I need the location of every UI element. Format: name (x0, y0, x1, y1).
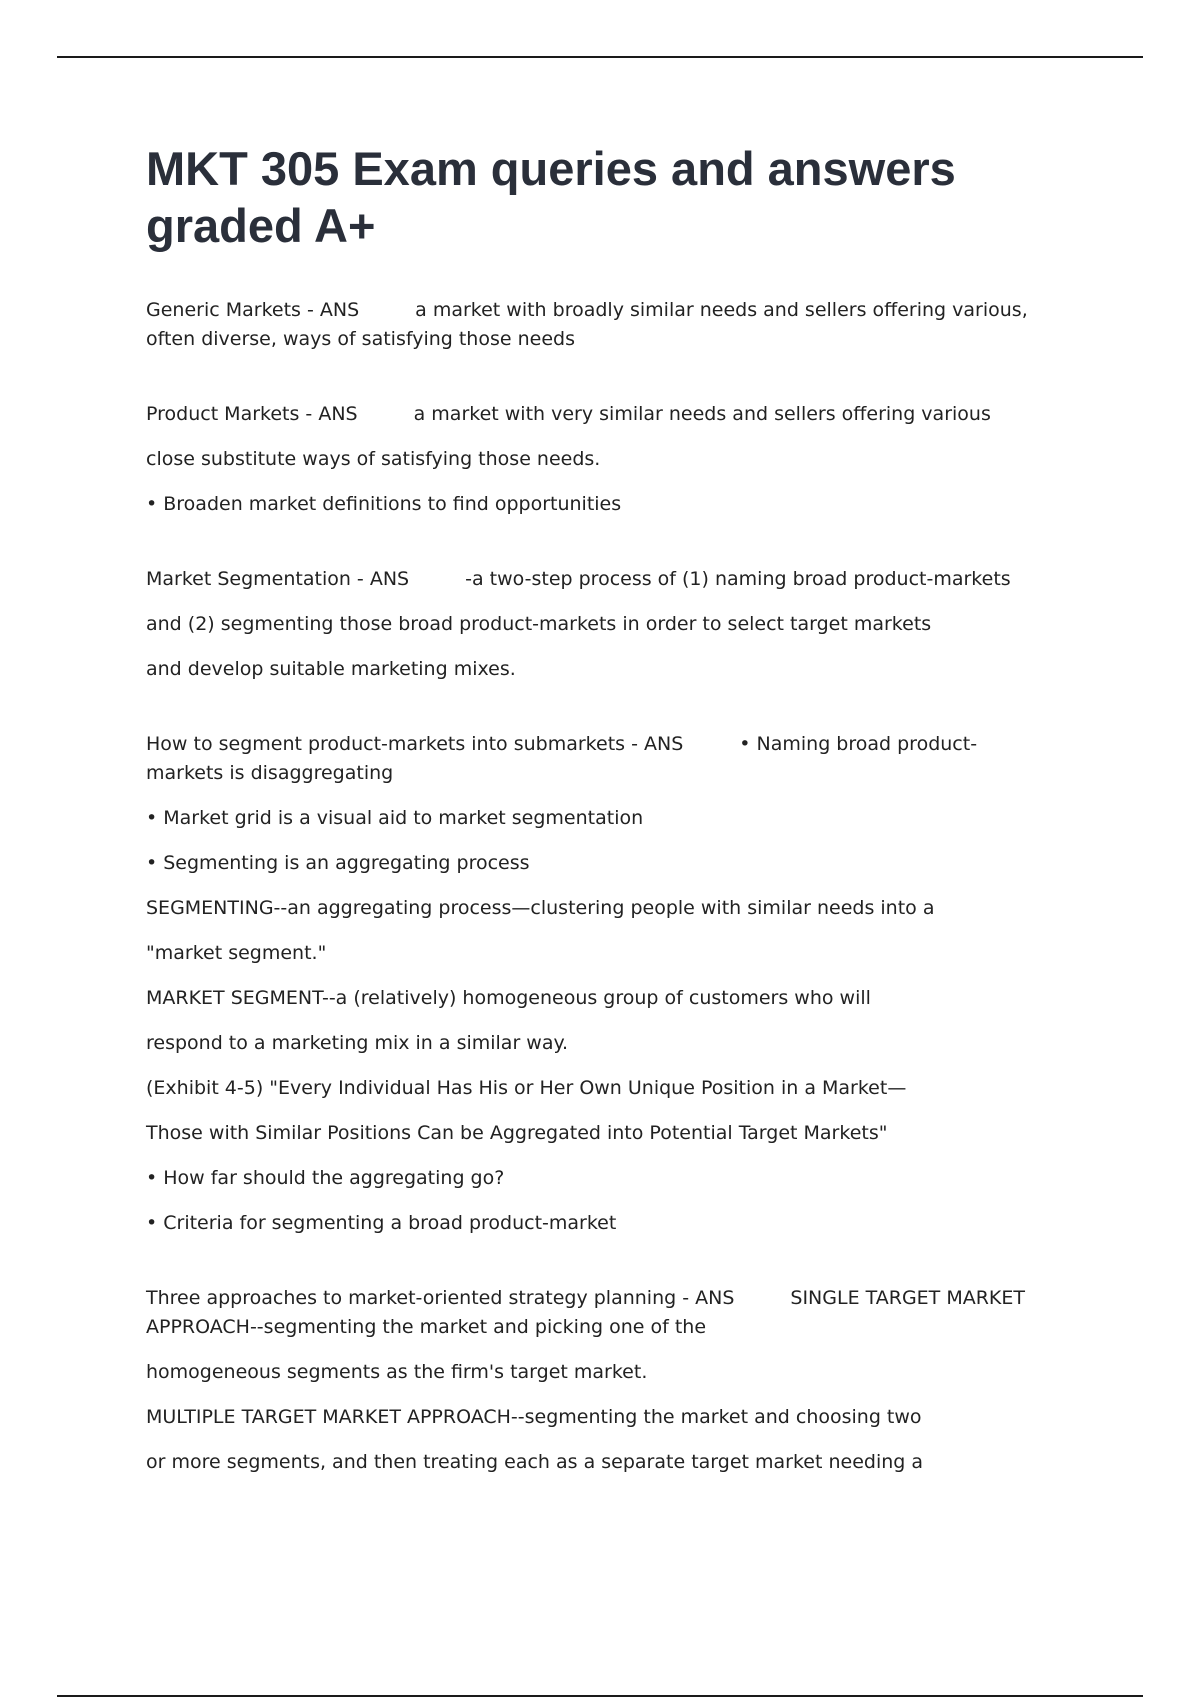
entry-definition: SINGLE TARGET MARKET APPROACH--segmenting the market and picking one of the (146, 1287, 1025, 1338)
entry-line: homogeneous segments as the firm's target market. (146, 1361, 648, 1383)
entry-term: Market Segmentation - ANS (146, 568, 410, 590)
entry-term: How to segment product-markets into submarkets - ANS (146, 733, 684, 755)
document-body (146, 140, 1046, 1523)
entry-first-line (146, 296, 1046, 354)
entry-line: and develop suitable marketing mixes. (146, 658, 516, 680)
entry-line: • How far should the aggregating go? (146, 1167, 505, 1189)
entry-line: Those with Similar Positions Can be Aggregated into Potential Target Markets" (146, 1122, 888, 1144)
entry-line: MULTIPLE TARGET MARKET APPROACH--segmenting the market and choosing two (146, 1406, 922, 1428)
entry-definition: • Naming broad product-markets is disaggregating (146, 733, 978, 784)
entry-definition: a market with very similar needs and sellers offering various (413, 403, 991, 425)
entry-segment-submarkets (146, 730, 1046, 1238)
entry-line: (Exhibit 4-5) "Every Individual Has His or Her Own Unique Position in a Market— (146, 1077, 907, 1099)
entry-list (146, 296, 1046, 1477)
entry-generic-markets (146, 296, 1046, 354)
entry-term: Product Markets - ANS (146, 403, 358, 425)
entry-first-line (146, 400, 1046, 429)
entry-line: • Broaden market definitions to find opportunities (146, 493, 622, 515)
entry-first-line (146, 1284, 1046, 1342)
entry-line: • Market grid is a visual aid to market segmentation (146, 807, 644, 829)
bottom-rule (57, 1695, 1143, 1697)
entry-definition: -a two-step process of (1) naming broad product-markets (465, 568, 1011, 590)
entry-line: close substitute ways of satisfying those needs. (146, 448, 601, 470)
entry-line: and (2) segmenting those broad product-markets in order to select target markets (146, 613, 932, 635)
entry-product-markets (146, 400, 1046, 519)
entry-term: Generic Markets - ANS (146, 299, 360, 321)
entry-first-line (146, 565, 1046, 594)
entry-three-approaches (146, 1284, 1046, 1477)
entry-line: SEGMENTING--an aggregating process—clustering people with similar needs into a (146, 897, 935, 919)
entry-line: MARKET SEGMENT--a (relatively) homogeneous group of customers who will (146, 987, 871, 1009)
entry-line: or more segments, and then treating each as a separate target market needing a (146, 1451, 924, 1473)
entry-market-segmentation (146, 565, 1046, 684)
document-title: MKT 305 Exam queries and answers graded A+ (146, 142, 956, 252)
entry-line: • Segmenting is an aggregating process (146, 852, 530, 874)
entry-line: • Criteria for segmenting a broad product-market (146, 1212, 617, 1234)
entry-line: respond to a marketing mix in a similar way. (146, 1032, 569, 1054)
entry-line: "market segment." (146, 942, 327, 964)
top-rule (57, 56, 1143, 58)
entry-first-line (146, 730, 1046, 788)
entry-definition: a market with broadly similar needs and sellers offering various, often diverse, ways of satisfying those needs (146, 299, 1028, 350)
entry-term: Three approaches to market-oriented strategy planning - ANS (146, 1287, 735, 1309)
